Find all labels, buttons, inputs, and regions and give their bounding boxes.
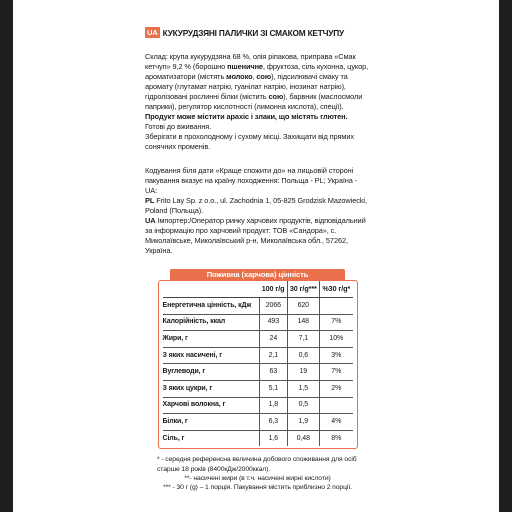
value-100g: 24 [260, 331, 287, 348]
nutrient-name: Харчові волокна, г [163, 397, 260, 414]
value-100g: 63 [260, 364, 287, 381]
table-row [163, 347, 353, 364]
value-30g: 148 [287, 314, 320, 331]
allergen-soy-2: сою [268, 92, 284, 101]
product-title: КУКУРУДЗЯНІ ПАЛИЧКИ ЗІ СМАКОМ КЕТЧУПУ [162, 27, 344, 38]
value-30g: 620 [287, 298, 320, 315]
manufacturer-address: Frito Lay Sp. z o.o., ul. Zachodnia 1, 05-825 Grodzisk Mazowiecki, Poland (Польща). [145, 196, 367, 215]
nutrition-header-row [163, 281, 353, 298]
value-30g: 1,9 [287, 414, 320, 431]
table-row [163, 414, 353, 431]
nutrition-title: Поживна (харчова) цінність [170, 269, 345, 280]
value-30g: 0,48 [287, 430, 320, 446]
composition-part: ), барвник (маслосмоли паприки), регулятор кислотності (лимонна кислота), спеції). [145, 92, 363, 111]
value-percent [320, 298, 353, 315]
language-badge: UA [147, 28, 158, 37]
footnotes [145, 455, 370, 492]
storage-instructions: Зберігати в прохолодному і сухому місці. Захищати від прямих сонячних променів. [145, 132, 354, 151]
table-row [163, 397, 353, 414]
header-percent: %30 г/g* [320, 281, 353, 298]
footnote-daily-reference: * - середня референсна величина добового споживання для осіб старше 18 років (8400кДж/2000ккал). [157, 456, 357, 473]
value-percent: 7% [320, 364, 353, 381]
nutrient-name: Білки, г [163, 414, 260, 431]
nutrient-name: Жири, г [163, 331, 260, 348]
value-30g: 0,6 [287, 347, 320, 364]
importer-ua [145, 216, 370, 256]
nutrition-table-box [158, 280, 358, 449]
right-dark-border [499, 0, 512, 512]
product-label [145, 24, 370, 512]
value-100g: 493 [260, 314, 287, 331]
value-30g: 0,5 [287, 397, 320, 414]
header-30g: 30 г/g*** [287, 281, 320, 298]
nutrient-name: Калорійність, ккал [163, 314, 260, 331]
value-100g: 1,6 [260, 430, 287, 446]
value-percent [320, 397, 353, 414]
ready-to-eat: Готові до вживання. [145, 122, 212, 131]
composition-part: ), підсилювачі смаку та аромату (глутамат натрію, гуанілат натрію, інозинат натрію), гідролізовані рослинні білки (містить [145, 72, 348, 101]
title-row [145, 27, 370, 38]
table-row [163, 430, 353, 446]
table-row [163, 314, 353, 331]
footnote-portion: *** - 30 г (g) – 1 порція. Пакування містить приблизно 2 порції. [163, 483, 352, 491]
allergen-wheat: пшеничне [227, 62, 263, 71]
composition-part: Склад: крупа кукурудзяна 68 %, олія ріпакова, приправа «Смак кетчуп» 9,2 % (борошно [145, 52, 356, 71]
composition-text [145, 52, 370, 112]
nutrient-name: Сіль, г [163, 430, 260, 446]
value-percent: 2% [320, 380, 353, 397]
value-percent: 3% [320, 347, 353, 364]
left-dark-border [0, 0, 13, 512]
allergen-warning: Продукт може містити арахіс і злаки, що містять глютен. [145, 112, 348, 121]
value-30g: 7,1 [287, 331, 320, 348]
importer-address: Імпортер:/Оператор ринку харчових продуктів, відповідальний за інформацію про харчовий продукт: ТОВ «Сандора», с. Миколаївське, Миколаївський р-н, Миколаївська обл., 57262, Україна. [145, 216, 366, 255]
allergen-milk: молоко [226, 72, 253, 81]
table-row [163, 380, 353, 397]
value-percent: 7% [320, 314, 353, 331]
header-empty [163, 281, 260, 298]
value-30g: 1,5 [287, 380, 320, 397]
value-percent: 8% [331, 434, 342, 442]
allergen-soy: сою [256, 72, 272, 81]
composition-part: , [252, 72, 257, 81]
value-30g: 19 [287, 364, 320, 381]
table-row [163, 298, 353, 315]
nutrient-name: З яких цукри, г [163, 380, 260, 397]
value-100g: 1,8 [260, 397, 287, 414]
value-100g: 2,1 [260, 347, 287, 364]
value-100g: 5,1 [260, 380, 287, 397]
composition-part: , фруктоза, сіль кухонна, цукор, ароматизатори (містять [145, 62, 369, 81]
value-percent: 10% [320, 331, 353, 348]
origin-coding: Кодування біля дати «Краще спожити до» на лицьовій стороні пакування вказує на країну походження: Польща - PL; Україна - UA: [145, 166, 358, 195]
header-100g: 100 г/g [260, 281, 287, 298]
nutrient-name: З яких насичені, г [163, 347, 260, 364]
table-row [163, 331, 353, 348]
country-code-pl: PL [145, 196, 155, 205]
value-percent: 4% [320, 414, 353, 431]
table-row [163, 364, 353, 381]
country-code-ua: UA [145, 216, 156, 225]
nutrient-name: Енергетична цінність, кДж [163, 298, 260, 315]
nutrition-table [163, 281, 353, 446]
footnote-saturated: **- насичені жири (в т.ч. насичені жирні кислоти) [184, 474, 331, 482]
value-100g: 2066 [260, 298, 287, 315]
nutrient-name: Вуглеводи, г [163, 364, 260, 381]
value-100g: 6,3 [260, 414, 287, 431]
manufacturer-pl [145, 196, 370, 216]
